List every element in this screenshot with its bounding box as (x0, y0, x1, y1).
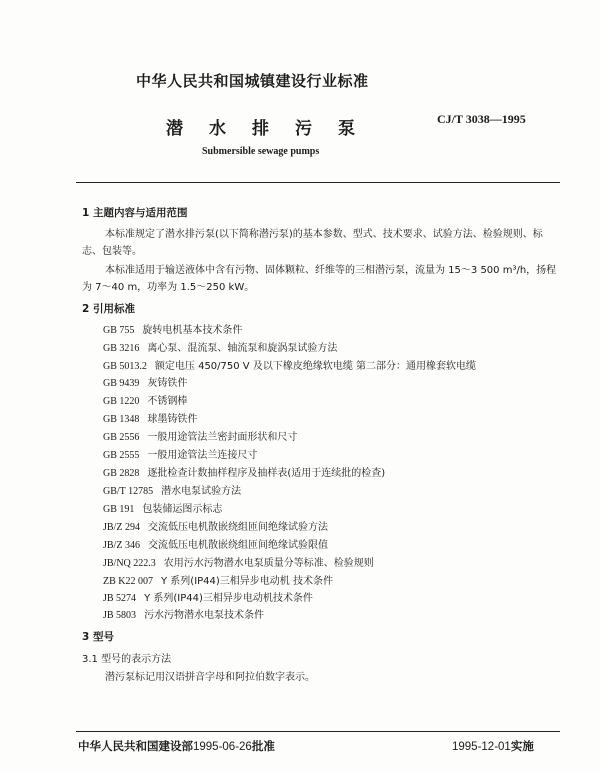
reference-title: 灰铸铁件 (147, 378, 188, 389)
reference-title: 交流低压电机散嵌绕组匝间绝缘试验方法 (147, 522, 328, 533)
reference-code: ZB K22 007 (103, 576, 153, 587)
section-1-paragraph-2-line-2: 为 7～40 m，功率为 1.5～250 kW。 (82, 282, 255, 293)
section-1-paragraph-2-line-1: 本标准适用于输送液体中含有污物、固体颗粒、纤维等的三相潜污泵，流量为 15～3 500 m³/h，扬程 (105, 265, 557, 276)
reference-item (103, 410, 197, 425)
reference-code: JB 5803 (103, 610, 137, 621)
issuing-organization: 中华人民共和国城镇建设行业标准 (136, 72, 369, 90)
approval-label: 批准 (251, 739, 275, 753)
section-3-heading: 3 型号 (82, 631, 114, 643)
implementation-date: 1995-12-01 (452, 741, 511, 753)
reference-item (103, 357, 476, 372)
reference-code: GB 2555 (103, 450, 140, 461)
reference-item (103, 446, 257, 461)
document-title: 潜水排污泵 (166, 119, 381, 139)
reference-code: GB 1348 (103, 414, 140, 425)
reference-code: GB/T 12785 (103, 486, 154, 497)
reference-title: 逐批检查计数抽样程序及抽样表(适用于连续批的检查) (147, 468, 386, 479)
reference-title: 交流低压电机散嵌绕组匝间绝缘试验限值 (147, 540, 328, 551)
reference-title: 不锈钢棒 (147, 396, 188, 407)
reference-item (103, 482, 241, 497)
section-2-heading: 2 引用标准 (82, 303, 135, 315)
section-1-paragraph-1-line-2: 志、包装等。 (82, 246, 142, 257)
reference-item (103, 589, 313, 604)
section-1-paragraph-1-line-1: 本标准规定了潜水排污泵(以下简称潜污泵)的基本参数、型式、技术要求、试验方法、检验规则、标 (105, 229, 543, 240)
reference-title: 球墨铸铁件 (147, 414, 198, 425)
reference-title: 农用污水污物潜水电泵质量分等标准、检验规则 (163, 558, 374, 569)
footer-divider (76, 731, 560, 732)
reference-item (103, 606, 264, 621)
reference-code: GB 2828 (103, 468, 140, 479)
reference-code: JB/NQ 222.3 (103, 558, 156, 569)
approval-line (78, 738, 275, 754)
reference-title: Y 系列(IP44)三相异步电动机技术条件 (144, 593, 313, 604)
standard-number: CJ/T 3038—1995 (437, 112, 526, 126)
reference-code: GB 2556 (103, 432, 140, 443)
reference-title: Y 系列(IP44)三相异步电动机 技术条件 (161, 576, 333, 587)
reference-item (103, 518, 328, 533)
reference-code: GB 1220 (103, 396, 140, 407)
reference-code: GB 755 (103, 325, 135, 336)
reference-item (103, 554, 374, 569)
reference-title: 旋转电机基本技术条件 (142, 325, 243, 336)
reference-code: GB 5013.2 (103, 361, 147, 372)
reference-code: GB 9439 (103, 378, 140, 389)
implementation-label: 实施 (510, 739, 534, 753)
reference-code: JB/Z 294 (103, 522, 140, 533)
section-3-1-heading: 3.1 型号的表示方法 (82, 654, 172, 665)
reference-code: GB 191 (103, 504, 135, 515)
reference-title: 包装储运图示标志 (142, 504, 223, 515)
reference-title: 污水污物潜水电泵技术条件 (144, 610, 265, 621)
implementation-line (452, 738, 534, 754)
reference-code: JB 5274 (103, 593, 137, 604)
reference-title: 额定电压 450/750 V 及以下橡皮绝缘软电缆 第二部分：通用橡套软电缆 (154, 361, 477, 372)
reference-item (103, 500, 222, 515)
reference-item (103, 392, 187, 407)
reference-title: 离心泵、混流泵、轴流泵和旋涡泵试验方法 (147, 343, 338, 354)
approval-organization: 中华人民共和国建设部 (78, 739, 193, 753)
reference-item (103, 321, 242, 336)
reference-item (103, 536, 328, 551)
section-1-heading: 1 主题内容与适用范围 (82, 207, 188, 219)
reference-title: 一般用途管法兰密封面形状和尺寸 (147, 432, 298, 443)
header-divider (76, 182, 560, 183)
reference-title: 一般用途管法兰连接尺寸 (147, 450, 258, 461)
reference-title: 潜水电泵试验方法 (161, 486, 242, 497)
reference-code: GB 3216 (103, 343, 140, 354)
reference-item (103, 374, 187, 389)
reference-code: JB/Z 346 (103, 540, 140, 551)
approval-date: 1995-06-26 (193, 741, 252, 753)
reference-item (103, 428, 297, 443)
reference-item (103, 572, 333, 587)
reference-item (103, 464, 385, 479)
section-3-1-paragraph: 潜污泵标记用汉语拼音字母和阿拉伯数字表示。 (105, 672, 315, 683)
reference-item (103, 339, 337, 354)
english-title: Submersible sewage pumps (202, 146, 320, 157)
